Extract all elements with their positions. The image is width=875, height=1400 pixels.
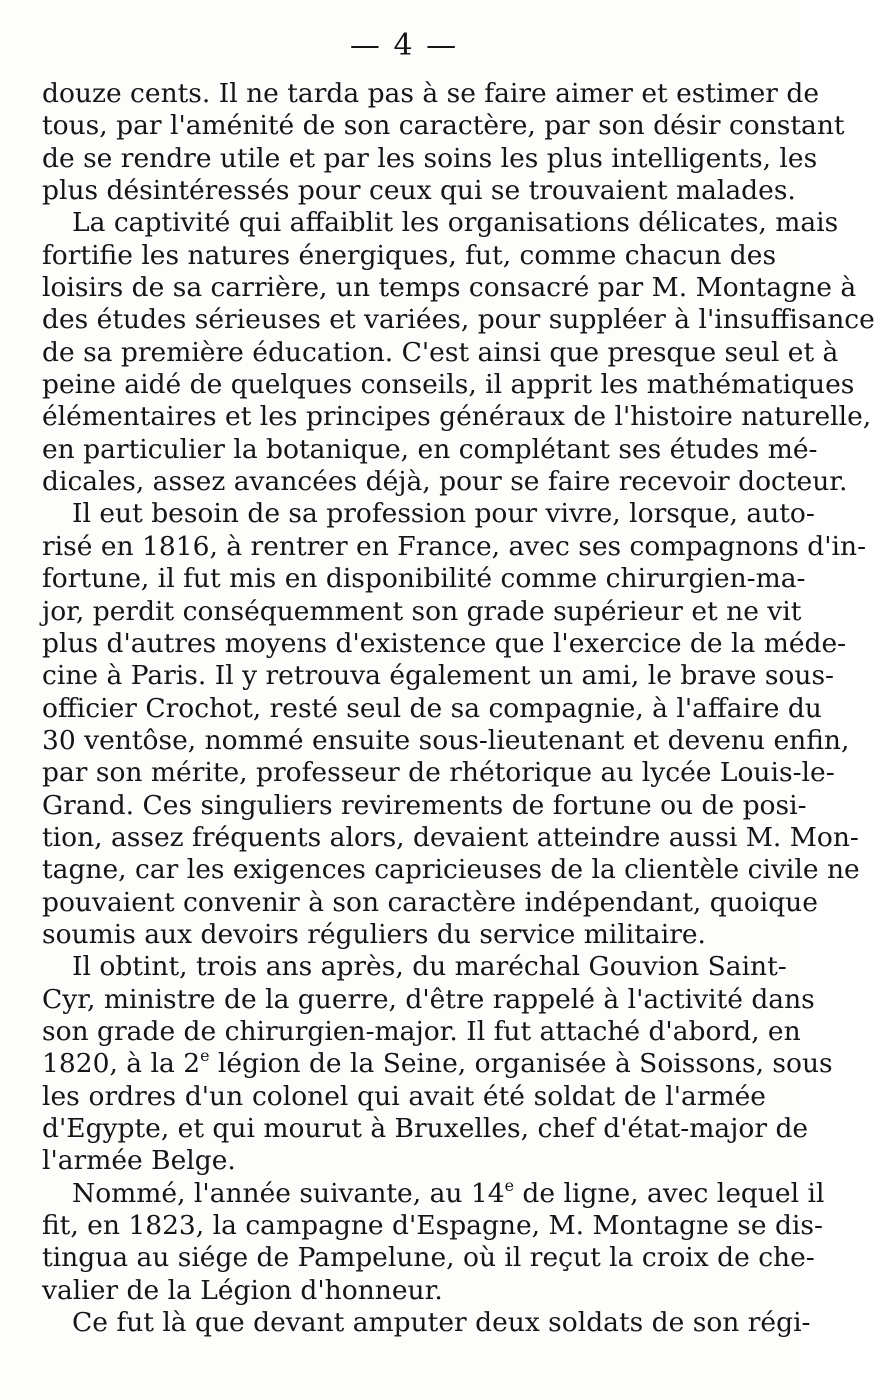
text-line: Grand. Ces singuliers revirements de fortune ou de posi- — [42, 789, 807, 821]
text-line: par son mérite, professeur de rhétorique au lycée Louis-le- — [42, 757, 835, 789]
text-line: jor, perdit conséquemment son grade supérieur et ne vit — [42, 595, 802, 627]
text-line: tingua au siége de Pampelune, où il reçut la croix de che- — [42, 1242, 815, 1274]
text-fragment: 1820, à la 2 — [42, 1048, 201, 1080]
text-line: Il obtint, trois ans après, du maréchal Gouvion Saint- — [72, 951, 787, 983]
text-line: Il eut besoin de sa profession pour vivre, lorsque, auto- — [72, 498, 815, 530]
text-line: valier de la Légion d'honneur. — [42, 1274, 443, 1306]
text-line: peine aidé de quelques conseils, il apprit les mathématiques — [42, 369, 855, 401]
text-line: fortifie les natures énergiques, fut, comme chacun des — [42, 239, 777, 271]
body-text — [42, 78, 875, 1339]
text-line: loisirs de sa carrière, un temps consacré par M. Montagne à — [42, 272, 857, 304]
text-line: tous, par l'aménité de son caractère, par son désir constant — [42, 110, 845, 142]
text-line: d'Egypte, et qui mourut à Bruxelles, chef d'état-major de — [42, 1113, 809, 1144]
superscript: e — [504, 1175, 514, 1195]
text-line: plus d'autres moyens d'existence que l'exercice de la méde- — [42, 627, 847, 659]
text-line: 30 ventôse, nommé ensuite sous-lieutenant et devenu enfin, — [42, 724, 850, 756]
text-fragment: Nommé, l'année suivante, au 14 — [72, 1177, 505, 1209]
text-line: dicales, assez avancées déjà, pour se faire recevoir docteur. — [42, 466, 848, 498]
text-line: tion, assez fréquents alors, devaient atteindre aussi M. Mon- — [42, 821, 859, 853]
text-line — [42, 1175, 825, 1210]
text-line: pouvaient convenir à son caractère indépendant, quoique — [42, 886, 818, 918]
text-line — [42, 1046, 833, 1080]
text-line: les ordres d'un colonel qui avait été soldat de l'armée — [42, 1080, 766, 1112]
text-line: de sa première éducation. C'est ainsi que presque seul et à — [42, 336, 839, 368]
text-line: l'armée Belge. — [42, 1145, 236, 1177]
text-line: fit, en 1823, la campagne d'Espagne, M. Montagne se dis- — [42, 1210, 823, 1242]
text-line: La captivité qui affaiblit les organisations délicates, mais — [72, 207, 839, 239]
text-line: soumis aux devoirs réguliers du service militaire. — [42, 918, 706, 950]
text-line: douze cents. Il ne tarda pas à se faire aimer et estimer de — [42, 78, 820, 109]
text-line: fortune, il fut mis en disponibilité comme chirurgien-ma- — [42, 563, 806, 595]
text-line: son grade de chirurgien-major. Il fut attaché d'abord, en — [42, 1015, 801, 1047]
text-fragment: légion de la Seine, organisée à Soissons, sous — [209, 1048, 833, 1080]
text-line: cine à Paris. Il y retrouva également un ami, le brave sous- — [42, 660, 835, 692]
text-fragment: de ligne, avec lequel il — [514, 1177, 825, 1209]
text-line: Cyr, ministre de la guerre, d'être rappelé à l'activité dans — [42, 983, 815, 1015]
text-line: de se rendre utile et par les soins les plus intelligents, les — [42, 142, 818, 174]
text-line: tagne, car les exigences capricieuses de la clientèle civile ne — [42, 854, 860, 886]
page-number: — 4 — — [349, 28, 459, 63]
text-line: des études sérieuses et variées, pour suppléer à l'insuffisance — [42, 304, 875, 336]
text-line: Ce fut là que devant amputer deux soldats de son régi- — [72, 1307, 811, 1339]
superscript: e — [200, 1046, 210, 1066]
text-line: officier Crochot, resté seul de sa compagnie, à l'affaire du — [42, 692, 822, 724]
text-line: en particulier la botanique, en complétant ses études mé- — [42, 433, 818, 465]
text-line: risé en 1816, à rentrer en France, avec ses compagnons d'in- — [42, 530, 867, 562]
text-line: plus désintéressés pour ceux qui se trouvaient malades. — [42, 175, 796, 207]
text-line: élémentaires et les principes généraux de l'histoire naturelle, — [42, 401, 872, 433]
